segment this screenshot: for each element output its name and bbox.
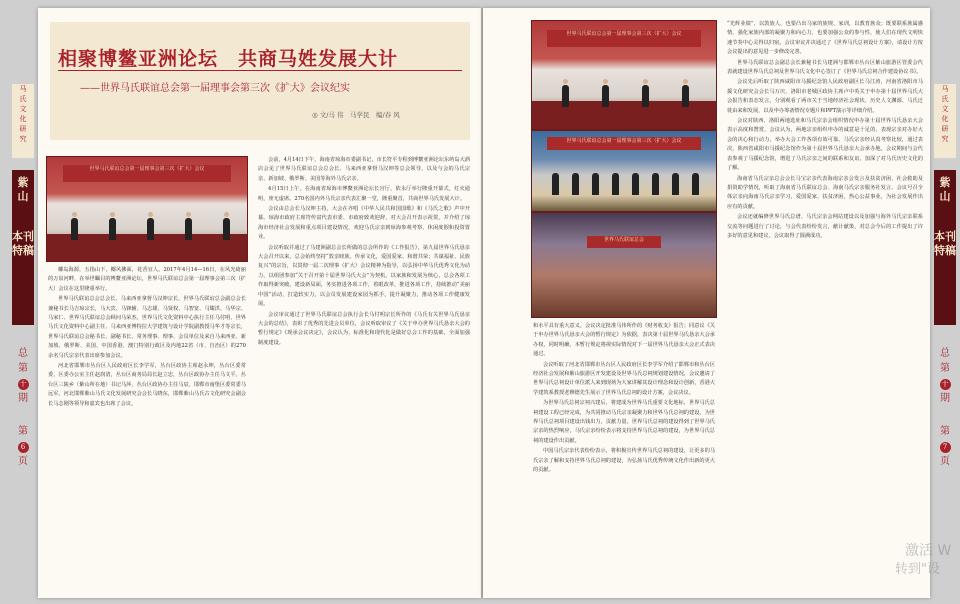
text-column-1: [48, 266, 246, 596]
paragraph: 和水平具有重大意义。会议决定批准马伟所作的《财务收支》报告；同意议《关于申办世界马氏恳亲大会的暂行规定》为依据，表决第十届世界马氏恳亲大会承办权，同时明确，本暂行规定将视实际情况对下一届世界马氏恳亲大会正式表决通过。: [533, 323, 715, 358]
paragraph: 会议对陕西、洛阳两地选址和马氏宗亲会组织情况申办第十届世界马氏恳亲大会表示高度和赞赏，会议认为，两地宗亲组织申办的诚意是十足的，表现宗亲对办好大会的决心和行动力，举办大会工作各项有效可靠。马氏宗亲经认真考察比较，通过表决，陕西省咸阳市马援纪念馆作为第十届世界马氏恳亲大会承办地，会议期间与会代表参观了马援纪念馆，增进了马氏宗亲之间的联系和友谊，加深了对马氏历史文化的了解。: [727, 118, 923, 172]
paragraph: “光辉业绩”，以敦族人，也要凸出马家的族规、家训，以教育族众；既要联系族属感情，强化家族内部的凝聚力和向心力，也要加强公众的参与性，使人们在现代文明快速节奏中心灵得以归宿。会议审议并决通过了《世界马氏总祠设计方案》，请设计方按会议提出的意见进一步修改完善。: [727, 21, 923, 56]
article-byline: ◎ 文/马 伟 马学民 编/春 风: [312, 111, 400, 119]
magazine-name: 紫 山: [17, 176, 29, 203]
text-column-2: [258, 156, 470, 596]
paragraph: 会议听取了河北省邯郸市丛台区人民政府区长李学军介绍了邯郸市和丛台区经济社会发展和紫山旅游区开发建设及世界马氏总祠规划建设情况，会议邀请了世界马氏总祠设计单位派人来到现场为大家讲解其设计理念和设计创新，香港大学建筑系教授老穆德先生展示了世界马氏总祠的设计方案，会议决议。: [533, 361, 715, 396]
paragraph: 会议先后听取了陕西咸阳市马援纪念馆人民政府副区长马江涛，河南省洛阳市马援文化研究会会长马万庆，洛阳市老城区政协主席卢中英关于申办第十届世界马氏大会报告和表态发言，分别观看了两市关于当地经济社会现状、历史人文渊源、马氏迁徙由来和发展，以及申办筹备情况专题片和PPT演示等详细介绍。: [727, 79, 923, 114]
paragraph: 椰岛海源，五指山下，椰风拂面，花香宜人。2017年4月14—16日，在风光绮丽的万泉河畔，在举世瞩目的博鳌亚洲论坛，世界马氏联谊总会第一届理事会第三次（扩大）会议在这里隆重举行。: [48, 267, 246, 292]
issue-number: 总 第 十 期: [940, 348, 950, 404]
paragraph: 河北省邯郸市丛台区人民政府区长李学军，丛台区政协主席赵永坤，丛台区委常委、区委办公室主任赵润清，丛台区商务局局长赵立忠，丛台区政协办主任马文平，丛台区三陵乡（紫山所在地）书记马萍，丛台区政协办主任马辰、邯郸市南堡区委常委马远军，河北邯郸紫山马氏文化发展研究会会长马晓东，邯郸紫山马氏古文化研究会副会长马志刚等领导和嘉宾也出席了会议。: [48, 363, 246, 407]
paragraph: 中国马氏宗亲代表纷纷表示，将积极宣传世界马氏总祠的建设，让更多的马氏宗亲了解和支持世界马氏总祠的建设，为弘扬马氏优秀传统文化作出新的更大的贡献。: [533, 448, 715, 474]
conference-hall-photo: [531, 212, 717, 318]
paragraph: 会前，4月14日下午，海南省琼海市委副书记、市长符平专程到博鳌亚洲论坛东屿岛大酒店会见了世界马氏联谊总会总会长、马来西亚拿督马汉坤等总会领导，以及与会的马氏宗亲、新加坡、俄罗斯、美国等海外马氏宗亲。: [258, 157, 470, 182]
paragraph: 世界马氏联谊总会副总会长兼秘书长马建洲与邯郸市丛台区紫山旅游区管委会代表就建设世界马氏总祠及世界马氏文化中心签订了《世界马氏总祠合作建设协议书》。: [727, 59, 923, 76]
activation-watermark: 激活 W: [905, 543, 952, 559]
activation-watermark-hint: 转到"设: [895, 562, 940, 577]
left-page: [38, 8, 481, 598]
section-tab: [934, 170, 956, 325]
page-number: 第 6 页: [18, 426, 28, 467]
page-number: 第 7 页: [940, 426, 950, 467]
paragraph: 海南省马氏宗亲总会会长马宝宗亲代表海南宗亲会发言及扶贫济困、社会救助及捐资助学情况，听取了海南省马氏联谊总会、海南马氏宗亲服务社发言，会议号召全体宗亲向海南马氏宗亲学习，爱国爱家，扶贫济困，热心公益事业，为社会发展作出应有的贡献。: [727, 175, 923, 210]
series-label: 马 氏 文 化 研 究: [12, 84, 34, 158]
section-name: 本刊特稿: [12, 230, 34, 257]
text-column-4: [727, 20, 923, 596]
group-photo-stage: [531, 130, 717, 212]
paragraph: 会议由总会长马汉坤主持，大会在齐唱《中华人民共和国国歌》和《马氏之歌》声中开幕。琼海市政府主席符传富代表市委、市政府致欢迎辞，对大会召开表示祝贺，并介绍了琼海市经济社会发展和重点项目建设情况，欢迎马氏宗亲到琼海参观考察、休闲度假和投资置业。: [258, 206, 470, 241]
paragraph: 为世界马氏总祠宗祠兴建后，将建成为世界马氏重要文化地标，世界马氏总祠建设工程已经完成，为共同推动马氏宗亲凝聚力和世界马氏总祠的建设，为世界马氏总祠项目建设出钱出力，贡献力量。世界马氏总祠的建设得到了世界马氏宗亲的热烈响应，马氏宗亲纷纷表示将支持世界马氏总祠的建设，为世界马氏总祠的建设作出贡献。: [533, 400, 715, 444]
series-label: 马 氏 文 化 研 究: [934, 84, 956, 158]
paragraph: 会议听取并通过了马建洲副总会长所做的总会所作的《工作报告》，第九届世界马氏恳亲大会召开以来，总会始终坚持“敦亲睦族、传承文化，爱国爱家、和谐共荣；共谋福祉、民族复兴”的宗旨，以贯彻一届二次理事（扩大）会议精神为指导，以弘扬中华马氏优秀文化为动力，以组团参加“关于召开第十届世界马氏大会”为契机，以家族和发展为核心，总会各项工作取得新突破，建设新局面，务实推进各项工作，着眼改革，推进各项工作，持续推动“美丽中国”活动，打造软实力，以会员发展建设家园为抓手，提升凝聚力，推动各项工作健康发展。: [258, 244, 470, 308]
section-tab: [12, 170, 34, 325]
section-name: 本刊特稿: [934, 230, 956, 257]
text-column-3: [533, 322, 715, 596]
photo-banner: 世界马氏联谊总会: [587, 236, 661, 248]
paragraph: 会议审议通过了世界马氏联谊总会执行会长马付明宗长所作的《马氏有关世界马氏恳亲大会的总结》，表彰了优秀的先进会员单位，会议听取审议了《关于申办世界马氏恳亲大会的暂行规定》《现承会议决定》，会议认为，标准化和现代化是做好总会工作的基础，全面加强制度建设。: [258, 311, 470, 346]
issue-number: 总 第 十 期: [18, 348, 28, 404]
right-page: [483, 8, 930, 598]
article-subtitle: ——世界马氏联谊总会第一届理事会第三次《扩大》会议纪实: [80, 83, 350, 94]
meeting-photo-head-table: [46, 156, 248, 262]
photo-banner: 世界马氏联谊总会第一届理事会第三次（扩大）会议: [63, 165, 231, 182]
paragraph: 会议还就编修世界马氏总谱、马氏宗亲会网站建设以及加强与海外马氏宗亲联系交流等问题进行了讨论，与会代表纷纷发言，献计献策，对总会今后的工作提出了许多好的意见和建议，会议取得了圆满成功。: [727, 214, 923, 239]
article-title: 相聚博鳌亚洲论坛 共商马姓发展大计: [58, 48, 399, 70]
paragraph: 世界马氏联谊总会总会长、马来西亚拿督马汉坤宗长，世界马氏联谊总会副总会长兼秘书长马吉琼宗长，马大宾、马锋辅、马志雄、马贤权、马智宽、马耀洪、马华宗、马家仁、世界马氏联谊总会顾问马荣杰、世界马氏文化资料中心执行主任马付明、世界马氏文化资料中心副主任、马来西亚博特拉大学建筑与设计学院副教授马华才等宗长，世界马氏联谊总会秘书长、副秘书长、常务理事、理事、会员单位及来自马来西亚、新加坡、俄罗斯、美国、中国香港、澳门特别行政区及内地22省（市、自治区）的270余名马氏宗亲代表出席参加会议。: [48, 296, 246, 359]
photo-banner: 世界马氏联谊总会第一届理事会第三次（扩大）会议: [547, 30, 702, 47]
title-box: [50, 22, 470, 140]
magazine-name: 紫 山: [939, 176, 951, 203]
paragraph: 4月15日上午，在海南省琼海市博鳌亚洲论坛长宫厅，依永厅举行隆重开幕式，灯火通明，座无虚席。270名国内外马氏宗亲代表汇聚一堂，隆重聚首，共商世界马氏发展大计。: [258, 186, 470, 202]
meeting-photo-podium: [531, 20, 717, 130]
photo-banner: 世界马氏联谊总会第一届理事会第三次（扩大）会议: [547, 137, 702, 150]
title-divider: [58, 70, 462, 71]
